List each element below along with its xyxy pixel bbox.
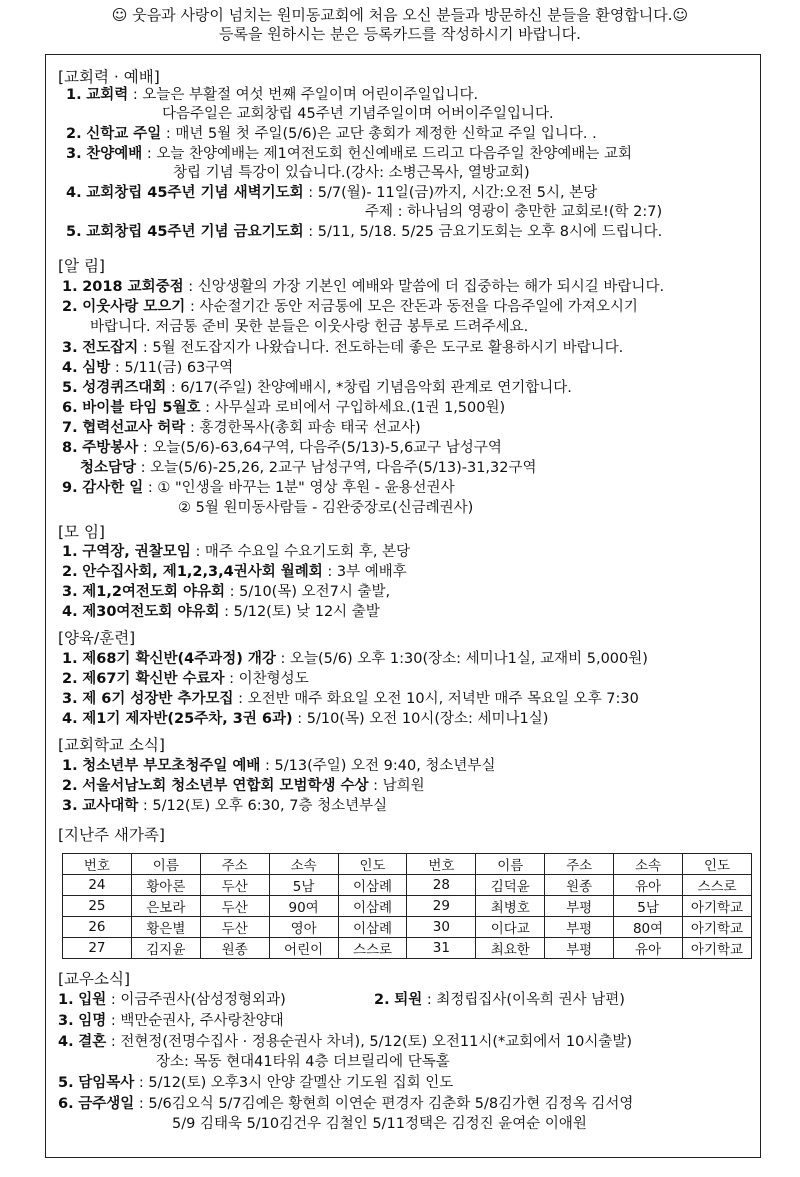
- notice-item-1: [62, 278, 664, 297]
- item-number: 6.: [62, 400, 78, 416]
- calendar-item-2: [66, 125, 597, 144]
- table-cell: 31: [407, 938, 476, 959]
- item-number: 4.: [58, 1034, 74, 1050]
- table-cell: 부평: [545, 917, 614, 938]
- item-label: 담임목사: [78, 1075, 135, 1091]
- item-number: 4.: [62, 711, 78, 727]
- table-cell: 어린이: [269, 938, 338, 959]
- item-label: 전도잡지: [82, 340, 139, 356]
- new-family-table: [62, 853, 752, 959]
- item-label: 교사대학: [82, 798, 139, 814]
- table-cell: 두산: [200, 875, 269, 896]
- item-label: 제1기 제자반(25주차, 3권 6과): [82, 711, 293, 727]
- item-number: 1.: [66, 87, 82, 103]
- item-number: 5.: [58, 1075, 74, 1091]
- training-item-4: [62, 710, 548, 729]
- item-label: 감사한 일: [82, 480, 144, 496]
- item-label: 찬양예배: [86, 146, 143, 162]
- item-label: 2018 교회중점: [82, 279, 184, 295]
- section-header-calendar: [교회력 · 예배]: [58, 68, 160, 86]
- school-item-1: [62, 757, 495, 776]
- column-header: 인도: [683, 854, 752, 875]
- item-label: 제68기 확신반(4주과정) 개강: [82, 651, 276, 667]
- table-row: [63, 938, 752, 959]
- table-cell: 김지윤: [131, 938, 200, 959]
- table-cell: 이다교: [476, 917, 545, 938]
- table-cell: 아기학교: [683, 938, 752, 959]
- item-label: 신학교 주일: [86, 126, 162, 142]
- item-number: 1.: [62, 651, 78, 667]
- item-text: : 5/12(토) 낮 12시 출발: [224, 604, 380, 620]
- training-item-2: [62, 670, 309, 689]
- item-label: 이웃사랑 모으기: [82, 299, 186, 315]
- item-text: : 오늘(5/6) 오후 1:30(장소: 세미나1실, 교재비 5,000원): [280, 651, 648, 667]
- item-number: 5.: [66, 224, 82, 240]
- member-item-6-cont: 5/9 김태욱 5/10김건우 김철인 5/11정택은 김정진 윤여순 이애원: [172, 1116, 587, 1132]
- item-number: 2.: [62, 778, 78, 794]
- item-text: : 이찬형성도: [229, 671, 309, 687]
- item-number: 1.: [62, 544, 78, 560]
- table-cell: 26: [63, 917, 132, 938]
- item-label: 결혼: [78, 1034, 107, 1050]
- table-cell: 두산: [200, 896, 269, 917]
- item-text: : 최정립집사(이옥희 권사 남편): [426, 992, 625, 1008]
- calendar-item-3-cont: 창립 기념 특강이 있습니다.(강사: 소병근목사, 열방교회): [173, 165, 530, 181]
- item-label: 안수집사회, 제1,2,3,4권사회 월례회: [82, 564, 323, 580]
- table-cell: 이삼례: [338, 875, 407, 896]
- notice-item-9-cont: ② 5월 원미동사람들 - 김완중장로(신금례권사): [178, 500, 474, 516]
- table-row: [63, 917, 752, 938]
- item-text: : 매주 수요일 수요기도회 후, 본당: [195, 544, 411, 560]
- item-number: 2.: [62, 299, 78, 315]
- item-number: 3.: [62, 340, 78, 356]
- item-number: 3.: [62, 798, 78, 814]
- item-text: : 이금주권사(삼성정형외과): [110, 992, 286, 1008]
- item-number: 8.: [62, 440, 78, 456]
- table-cell: 최요한: [476, 938, 545, 959]
- table-cell: 황아론: [131, 875, 200, 896]
- item-text: : 신앙생활의 가장 기본인 예배와 말씀에 더 집중하는 해가 되시길 바랍니다.: [188, 279, 665, 295]
- item-number: 3.: [62, 584, 78, 600]
- item-text: : 전현정(전명수집사 · 정용순권사 차녀), 5/12(토) 오전11시(*교회에서 10시출발): [110, 1034, 633, 1050]
- welcome-line-2: 등록을 원하시는 분은 등록카드를 작성하시기 바랍니다.: [219, 25, 581, 43]
- item-label: 교회력: [86, 87, 129, 103]
- item-text: : 5/12(토) 오후 6:30, 7층 청소년부실: [142, 798, 388, 814]
- table-header-row: [63, 854, 752, 875]
- item-number: 9.: [62, 480, 78, 496]
- meeting-item-4: [62, 603, 380, 622]
- item-label: 입원: [78, 992, 107, 1008]
- notice-item-8-cleaning: [80, 459, 537, 478]
- item-text: : 5/12(토) 오후3시 안양 갈멜산 기도원 집회 인도: [138, 1075, 454, 1091]
- calendar-item-5: [66, 223, 662, 242]
- table-cell: 5남: [614, 896, 683, 917]
- section-header-members: [교우소식]: [58, 970, 130, 988]
- item-label: 교회창립 45주년 기념 새벽기도회: [86, 185, 304, 201]
- table-cell: 원종: [545, 875, 614, 896]
- calendar-item-1-cont: 다음주일은 교회창립 45주년 기념주일이며 어버이주일입니다.: [162, 106, 554, 122]
- item-text: : 6/17(주일) 찬양예배시, *창립 기념음악회 관계로 연기합니다.: [170, 380, 572, 396]
- item-text: : 5/11(금) 63구역: [114, 360, 234, 376]
- item-number: 1.: [62, 279, 78, 295]
- column-header: 인도: [338, 854, 407, 875]
- item-label: 제67기 확신반 수료자: [82, 671, 225, 687]
- notice-item-6: [62, 399, 505, 418]
- table-cell: 25: [63, 896, 132, 917]
- item-text: : 5/13(주일) 오전 9:40, 청소년부실: [265, 758, 496, 774]
- item-label: 서울서남노회 청소년부 연합회 모범학생 수상: [82, 778, 369, 794]
- item-label: 심방: [82, 360, 111, 376]
- item-label: 임명: [78, 1013, 107, 1029]
- item-label: 청소담당: [80, 460, 137, 476]
- column-header: 이름: [131, 854, 200, 875]
- notice-item-2-cont: 바랍니다. 저금통 준비 못한 분들은 이웃사랑 헌금 봉투로 드려주세요.: [90, 319, 529, 335]
- table-cell: 부평: [545, 896, 614, 917]
- item-label: 협력선교사 허락: [82, 420, 186, 436]
- table-cell: 5남: [269, 875, 338, 896]
- item-text: : 5/7(월)- 11일(금)까지, 시간:오전 5시, 본당: [308, 185, 598, 201]
- meeting-item-2: [62, 563, 407, 582]
- item-number: 1.: [58, 992, 74, 1008]
- item-label: 청소년부 부모초청주일 예배: [82, 758, 261, 774]
- item-text: : 5/10(목) 오전7시 출발,: [229, 584, 391, 600]
- column-header: 이름: [476, 854, 545, 875]
- column-header: 주소: [200, 854, 269, 875]
- column-header: 소속: [269, 854, 338, 875]
- member-item-3: [58, 1012, 284, 1031]
- member-item-4: [58, 1033, 632, 1052]
- item-text: : 오늘 찬양예배는 제1여전도회 헌신예배로 드리고 다음주일 찬양예배는 교회: [146, 146, 633, 162]
- table-cell: 두산: [200, 917, 269, 938]
- table-cell: 황은별: [131, 917, 200, 938]
- table-cell: 90여: [269, 896, 338, 917]
- item-number: 2.: [62, 671, 78, 687]
- table-cell: 80여: [614, 917, 683, 938]
- item-number: 3.: [66, 146, 82, 162]
- table-cell: 김덕윤: [476, 875, 545, 896]
- notice-item-2: [62, 298, 638, 317]
- item-text: : 오늘(5/6)-63,64구역, 다음주(5/13)-5,6교구 남성구역: [142, 440, 502, 456]
- table-cell: 이삼례: [338, 917, 407, 938]
- item-label: 구역장, 권찰모임: [82, 544, 191, 560]
- section-header-meetings: [모 임]: [58, 523, 105, 541]
- section-header-notices: [알 림]: [58, 257, 105, 275]
- item-text: : ① "인생을 바꾸는 1분" 영상 후원 - 윤용선권사: [147, 480, 455, 496]
- item-text: : 남희원: [373, 778, 425, 794]
- notice-item-8: [62, 439, 502, 458]
- item-label: 제1,2여전도회 야유회: [82, 584, 226, 600]
- item-number: 2.: [374, 992, 390, 1008]
- training-item-1: [62, 650, 648, 669]
- member-item-5: [58, 1074, 453, 1093]
- training-item-3: [62, 690, 639, 709]
- item-label: 제30여전도회 야유회: [82, 604, 220, 620]
- section-header-school: [교회학교 소식]: [58, 736, 165, 754]
- section-header-training: [양육/훈련]: [58, 629, 136, 647]
- item-label: 금주생일: [78, 1096, 135, 1112]
- item-number: 2.: [62, 564, 78, 580]
- item-text: : 백만순권사, 주사랑찬양대: [110, 1013, 284, 1029]
- item-number: 4.: [62, 604, 78, 620]
- calendar-item-4-cont: 주제 : 하나님의 영광이 충만한 교회로!(학 2:7): [365, 204, 663, 220]
- item-label: 성경퀴즈대회: [82, 380, 167, 396]
- column-header: 번호: [407, 854, 476, 875]
- table-cell: 유아: [614, 938, 683, 959]
- item-number: 1.: [62, 758, 78, 774]
- item-text: : 오늘(5/6)-25,26, 2교구 남성구역, 다음주(5/13)-31,32구역: [140, 460, 537, 476]
- table-cell: 아기학교: [683, 896, 752, 917]
- table-cell: 스스로: [683, 875, 752, 896]
- meeting-item-3: [62, 583, 390, 602]
- table-cell: 부평: [545, 938, 614, 959]
- school-item-3: [62, 797, 387, 816]
- item-number: 3.: [58, 1013, 74, 1029]
- member-item-6: [58, 1095, 633, 1114]
- item-number: 6.: [58, 1096, 74, 1112]
- member-item-4-cont: 장소: 목동 현대41타워 4층 더브릴리에 단독홀: [156, 1054, 450, 1070]
- item-number: 4.: [62, 360, 78, 376]
- meeting-item-1: [62, 543, 410, 562]
- item-label: 제 6기 성장반 추가모집: [82, 691, 234, 707]
- item-text: : 5/11, 5/18. 5/25 금요기도회는 오후 8시에 드립니다.: [308, 224, 663, 240]
- table-row: [63, 875, 752, 896]
- table-cell: 스스로: [338, 938, 407, 959]
- item-text: : 3부 예배후: [327, 564, 407, 580]
- item-label: 바이블 타임 5월호: [82, 400, 201, 416]
- table-cell: 30: [407, 917, 476, 938]
- calendar-item-4: [66, 184, 597, 203]
- table-cell: 이삼례: [338, 896, 407, 917]
- item-number: 4.: [66, 185, 82, 201]
- table-row: [63, 896, 752, 917]
- item-number: 3.: [62, 691, 78, 707]
- column-header: 주소: [545, 854, 614, 875]
- notice-item-4: [62, 359, 233, 378]
- item-text: : 사순절기간 동안 저금통에 모은 잔돈과 동전을 다음주일에 가져오시기: [189, 299, 638, 315]
- item-label: 교회창립 45주년 기념 금요기도회: [86, 224, 304, 240]
- item-text: : 5/10(목) 오전 10시(장소: 세미나1실): [297, 711, 549, 727]
- item-text: : 홍경한목사(총회 파송 태국 선교사): [189, 420, 421, 436]
- item-text: : 사무실과 로비에서 구입하세요.(1권 1,500원): [205, 400, 506, 416]
- table-cell: 은보라: [131, 896, 200, 917]
- item-text: : 오전반 매주 화요일 오전 10시, 저녁반 매주 목요일 오후 7:30: [238, 691, 639, 707]
- table-cell: 24: [63, 875, 132, 896]
- calendar-item-1: [66, 86, 478, 105]
- column-header: 소속: [614, 854, 683, 875]
- member-item-2: [374, 991, 625, 1010]
- notice-item-9: [62, 479, 455, 498]
- table-cell: 최병호: [476, 896, 545, 917]
- item-text: : 오늘은 부활절 여섯 번째 주일이며 어린이주일입니다.: [132, 87, 479, 103]
- section-header-new-family: [지난주 새가족]: [58, 826, 165, 844]
- table-cell: 아기학교: [683, 917, 752, 938]
- member-item-1: [58, 991, 286, 1010]
- notice-item-7: [62, 419, 421, 438]
- item-text: : 매년 5월 첫 주일(5/6)은 교단 총회가 제정한 신학교 주일 입니다. .: [165, 126, 597, 142]
- table-cell: 원종: [200, 938, 269, 959]
- table-cell: 영아: [269, 917, 338, 938]
- notice-item-5: [62, 379, 572, 398]
- item-number: 7.: [62, 420, 78, 436]
- notice-item-3: [62, 339, 623, 358]
- item-label: 퇴원: [394, 992, 423, 1008]
- item-number: 5.: [62, 380, 78, 396]
- column-header: 번호: [63, 854, 132, 875]
- table-cell: 28: [407, 875, 476, 896]
- school-item-2: [62, 777, 425, 796]
- item-text: : 5월 전도잡지가 나왔습니다. 전도하는데 좋은 도구로 활용하시기 바랍니다.: [142, 340, 624, 356]
- item-label: 주방봉사: [82, 440, 139, 456]
- item-text: : 5/6김오식 5/7김예은 황현희 이연순 편경자 김춘화 5/8김가현 김정옥 김서영: [138, 1096, 634, 1112]
- table-cell: 27: [63, 938, 132, 959]
- table-cell: 29: [407, 896, 476, 917]
- table-cell: 유아: [614, 875, 683, 896]
- calendar-item-3: [66, 145, 632, 164]
- item-number: 2.: [66, 126, 82, 142]
- welcome-line-1: ☺ 웃음과 사랑이 넘치는 원미동교회에 처음 오신 분들과 방문하신 분들을 환영합니다.☺: [111, 6, 689, 24]
